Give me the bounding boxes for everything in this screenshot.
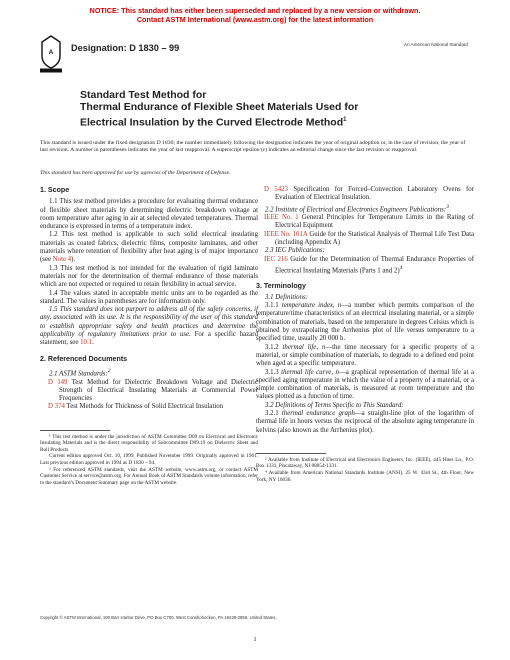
section-10-1-link[interactable]: 10.1 xyxy=(80,339,93,347)
para-2-1-text: 2.1 ASTM Standards: xyxy=(49,370,108,378)
para-3-1-3-term: thermal life curve, n xyxy=(281,368,339,376)
para-1-2 xyxy=(40,231,258,264)
ref-ieee-1 xyxy=(256,214,474,231)
footnote-2: ² For referenced ASTM standards, visit the ASTM website, www.astm.org, or contact ASTM Customer Service at service@astm.org. For Annual Book of ASTM Standards volume information, refer to the standard’s Document Summary page on the ASTM website. xyxy=(40,466,258,486)
footnote-3: ³ Available from Institute of Electrical and Electronics Engineers, Inc. (IEEE), 445 Hoes Ln., P.O. Box 1331, Piscataway, NJ 08854-1331. xyxy=(256,456,474,470)
ref-d149-text: Test Method for Dielectric Breakdown Voltage and Dielectric Strength of Electrical Insulating Materials at Commercial Power Frequencies xyxy=(59,378,258,403)
para-3-1: 3.1 Definitions: xyxy=(265,293,308,301)
footnote-1: ¹ This test method is under the jurisdiction of ASTM Committee D09 on Electrical and Electronic Insulating Materials and is the direct responsibility of Subcommittee D09.19 on Dielectric Sheet and Roll Products xyxy=(40,433,258,453)
para-3-1-3 xyxy=(256,369,474,402)
ref-ieee-101a-text: Guide for the Statistical Analysis of Thermal Life Test Data (including Appendix A) xyxy=(275,230,475,247)
para-3-1-2-term: thermal life, n xyxy=(282,343,326,351)
para-1-5-hazard: For a specific hazard statement, see xyxy=(40,331,258,347)
ref-iec-216-text: Guide for the Determination of Thermal Endurance Properties of Electrical Insulating Materials (Parts 1 and 2) xyxy=(275,255,474,275)
copyright: Copyright © ASTM International, 100 Barr Harbor Drive, PO Box C700, West Conshohocken, PA 19428-2959, United States. xyxy=(40,615,277,620)
footnote-rule xyxy=(40,430,110,431)
para-3-2-1-text: —a straight-line plot of the logarithm of thermal life in hours versus the reciprocal of the absolute aging temperature in kelvins (also known as the Arrhenius plot). xyxy=(256,409,474,434)
para-2-2-text: 2.2 Institute of Electrical and Electronics Engineers Publications: xyxy=(265,205,447,213)
ref-d5423-link[interactable]: D 5423 xyxy=(264,186,288,193)
para-1-5-text: 1.5 This standard does not purport to address all of the safety concerns, if any, associated with its use. It is the responsibility of the user of this standard to establish appropriate safety and health practices and determine the applicability of regulatory limitations prior to use. xyxy=(40,306,258,339)
title-line-3 xyxy=(80,114,440,129)
notice-line-1: NOTICE: This standard has either been superseded and replaced by a new version or withdrawn. xyxy=(89,6,421,15)
note-4-link[interactable]: Note 4 xyxy=(52,256,72,264)
ref-ieee-1-link[interactable]: IEEE No. 1 xyxy=(264,214,299,222)
ref-ieee-1-text: General Principles for Temperature Limits in the Rating of Electrical Equipment xyxy=(275,214,474,230)
para-3-2-1-num: 3.2.1 xyxy=(265,409,282,417)
para-3-1-1-term: temperature index, n xyxy=(281,302,342,310)
dod-approval: This standard has been approved for use by agencies of the Department of Defense. xyxy=(40,170,231,176)
para-1-2-end: ). xyxy=(71,256,76,264)
svg-text:A: A xyxy=(48,49,54,56)
left-column xyxy=(40,186,258,486)
para-3-1-3-text: —a graphical representation of thermal life at a specified aging temperature in which the value of a property of a material, or a simple combination of materials, is measured at room temperature and the values plotted as a function of time. xyxy=(256,368,474,401)
para-3-1-2-text: —the time necessary for a specific property of a material, or simple combination of materials, to degrade to a defined end point when aged at a specific temperature. xyxy=(256,343,474,368)
ref-d374 xyxy=(40,403,258,411)
ref-ieee-101a xyxy=(256,231,474,248)
ref-d149 xyxy=(40,379,258,404)
para-1-2-text: 1.2 This test method is applicable to such solid electrical insulating materials as coated fabrics, dielectric films, composite laminates, and other materials where retention of flexibility after heat aging is of major importance (see xyxy=(40,231,258,264)
ref-iec-216-link[interactable]: IEC 216 xyxy=(264,255,288,263)
ref-d5423 xyxy=(256,186,474,203)
page-number: 1 xyxy=(253,636,257,643)
ref-d5423-text: Specification for Forced–Convection Laboratory Ovens for Evaluation of Electrical Insulation. xyxy=(275,186,475,202)
terminology-heading: 3. Terminology xyxy=(256,281,306,290)
para-3-2: 3.2 Definitions of Terms Specific to This Standard: xyxy=(265,401,404,409)
preamble: This standard is issued under the fixed designation D 1830; the number immediately following the designation indicates the year of original adoption or, in the case of revision, the year of last revision. A number in parentheses indicates the year of last reapproval. A superscript epsilon (ε) indicates an editorial change since the last revision or reapproval. xyxy=(40,140,466,154)
para-3-1-2-num: 3.1.2 xyxy=(265,343,283,351)
ref-d374-text: Test Methods for Thickness of Solid Electrical Insulation xyxy=(64,403,224,411)
footnote-1b: Current edition approved Oct. 10, 1999. Published November 1999. Originally approved in 1961. Last previous edition approved in 1994 as D 1830 – 94. xyxy=(40,453,258,467)
designation: Designation: D 1830 – 99 xyxy=(71,43,180,53)
title-line-3-text: Electrical Insulation by the Curved Electrode Method xyxy=(80,116,344,129)
para-3-2-1-term: thermal endurance graph xyxy=(281,409,355,417)
astm-logo-icon xyxy=(40,34,62,74)
title-line-1: Standard Test Method for xyxy=(80,89,207,101)
ref-iec-216-sup: 4 xyxy=(399,264,403,271)
para-3-1-1-text: —a number which permits comparison of the temperature/time characteristics of an electrical insulating material, or a simple combination of materials, based on the temperature in degrees Celsius which is obtained by extrapolating the Arrhenius plot of life versus temperature to a specified time, usually 20 000 h. xyxy=(256,302,474,343)
title-footnote-mark: 1 xyxy=(343,116,347,123)
para-3-1-3-num: 3.1.3 xyxy=(265,368,282,376)
scope-heading: 1. Scope xyxy=(40,186,70,194)
para-2-1 xyxy=(40,367,258,379)
notice-line-2: Contact ASTM International (www.astm.org) for the latest information xyxy=(136,15,374,24)
title-line-2: Thermal Endurance of Flexible Sheet Materials Used for xyxy=(80,101,359,114)
para-3-2-1 xyxy=(256,410,474,435)
footnote-rule-right xyxy=(256,453,326,454)
para-2-3: 2.3 IEC Publications: xyxy=(265,247,325,255)
supersede-notice xyxy=(0,6,510,24)
para-1-3: 1.3 This test method is not intended for the evaluation of rigid laminate materials nor for the determination of thermal endurance of those materials which are not expected or required to retain flexibility in actual service. xyxy=(40,264,258,289)
footnote-4: ⁴ Available from American National Standards Institute (ANSI), 25 W. 43rd St., 4th Floor, New York, NY 10036. xyxy=(256,470,474,483)
para-1-1: 1.1 This test method provides a procedure for evaluating thermal endurance of flexible sheet materials by determining dielectric breakdown voltage at room temperature after aging in air at selected elevated temperatures. Thermal endurance is expressed in terms of a temperature index. xyxy=(40,198,258,231)
ref-iec-216 xyxy=(256,256,474,276)
para-3-1-1-num: 3.1.1 xyxy=(265,302,282,310)
para-2-1-sup: 2 xyxy=(107,367,111,374)
para-1-4: 1.4 The values stated in acceptable metric units are to be regarded as the standard. The values in parentheses are for information only. xyxy=(40,289,258,305)
right-column xyxy=(256,186,474,483)
para-3-1-2 xyxy=(256,344,474,369)
referenced-documents-heading: 2. Referenced Documents xyxy=(40,354,128,363)
ref-ieee-101a-link[interactable]: IEEE No. 101A xyxy=(264,230,308,238)
ref-d149-link[interactable]: D 149 xyxy=(48,378,68,386)
para-1-5-end: . xyxy=(92,339,94,347)
para-2-2-sup: 3 xyxy=(446,203,449,210)
para-2-2 xyxy=(256,203,474,215)
ref-d374-link[interactable]: D 374 xyxy=(48,403,65,411)
national-standard-label: An American National Standard xyxy=(403,42,468,47)
para-1-5 xyxy=(40,306,258,347)
document-title xyxy=(80,89,440,129)
para-3-1-1 xyxy=(256,302,474,343)
